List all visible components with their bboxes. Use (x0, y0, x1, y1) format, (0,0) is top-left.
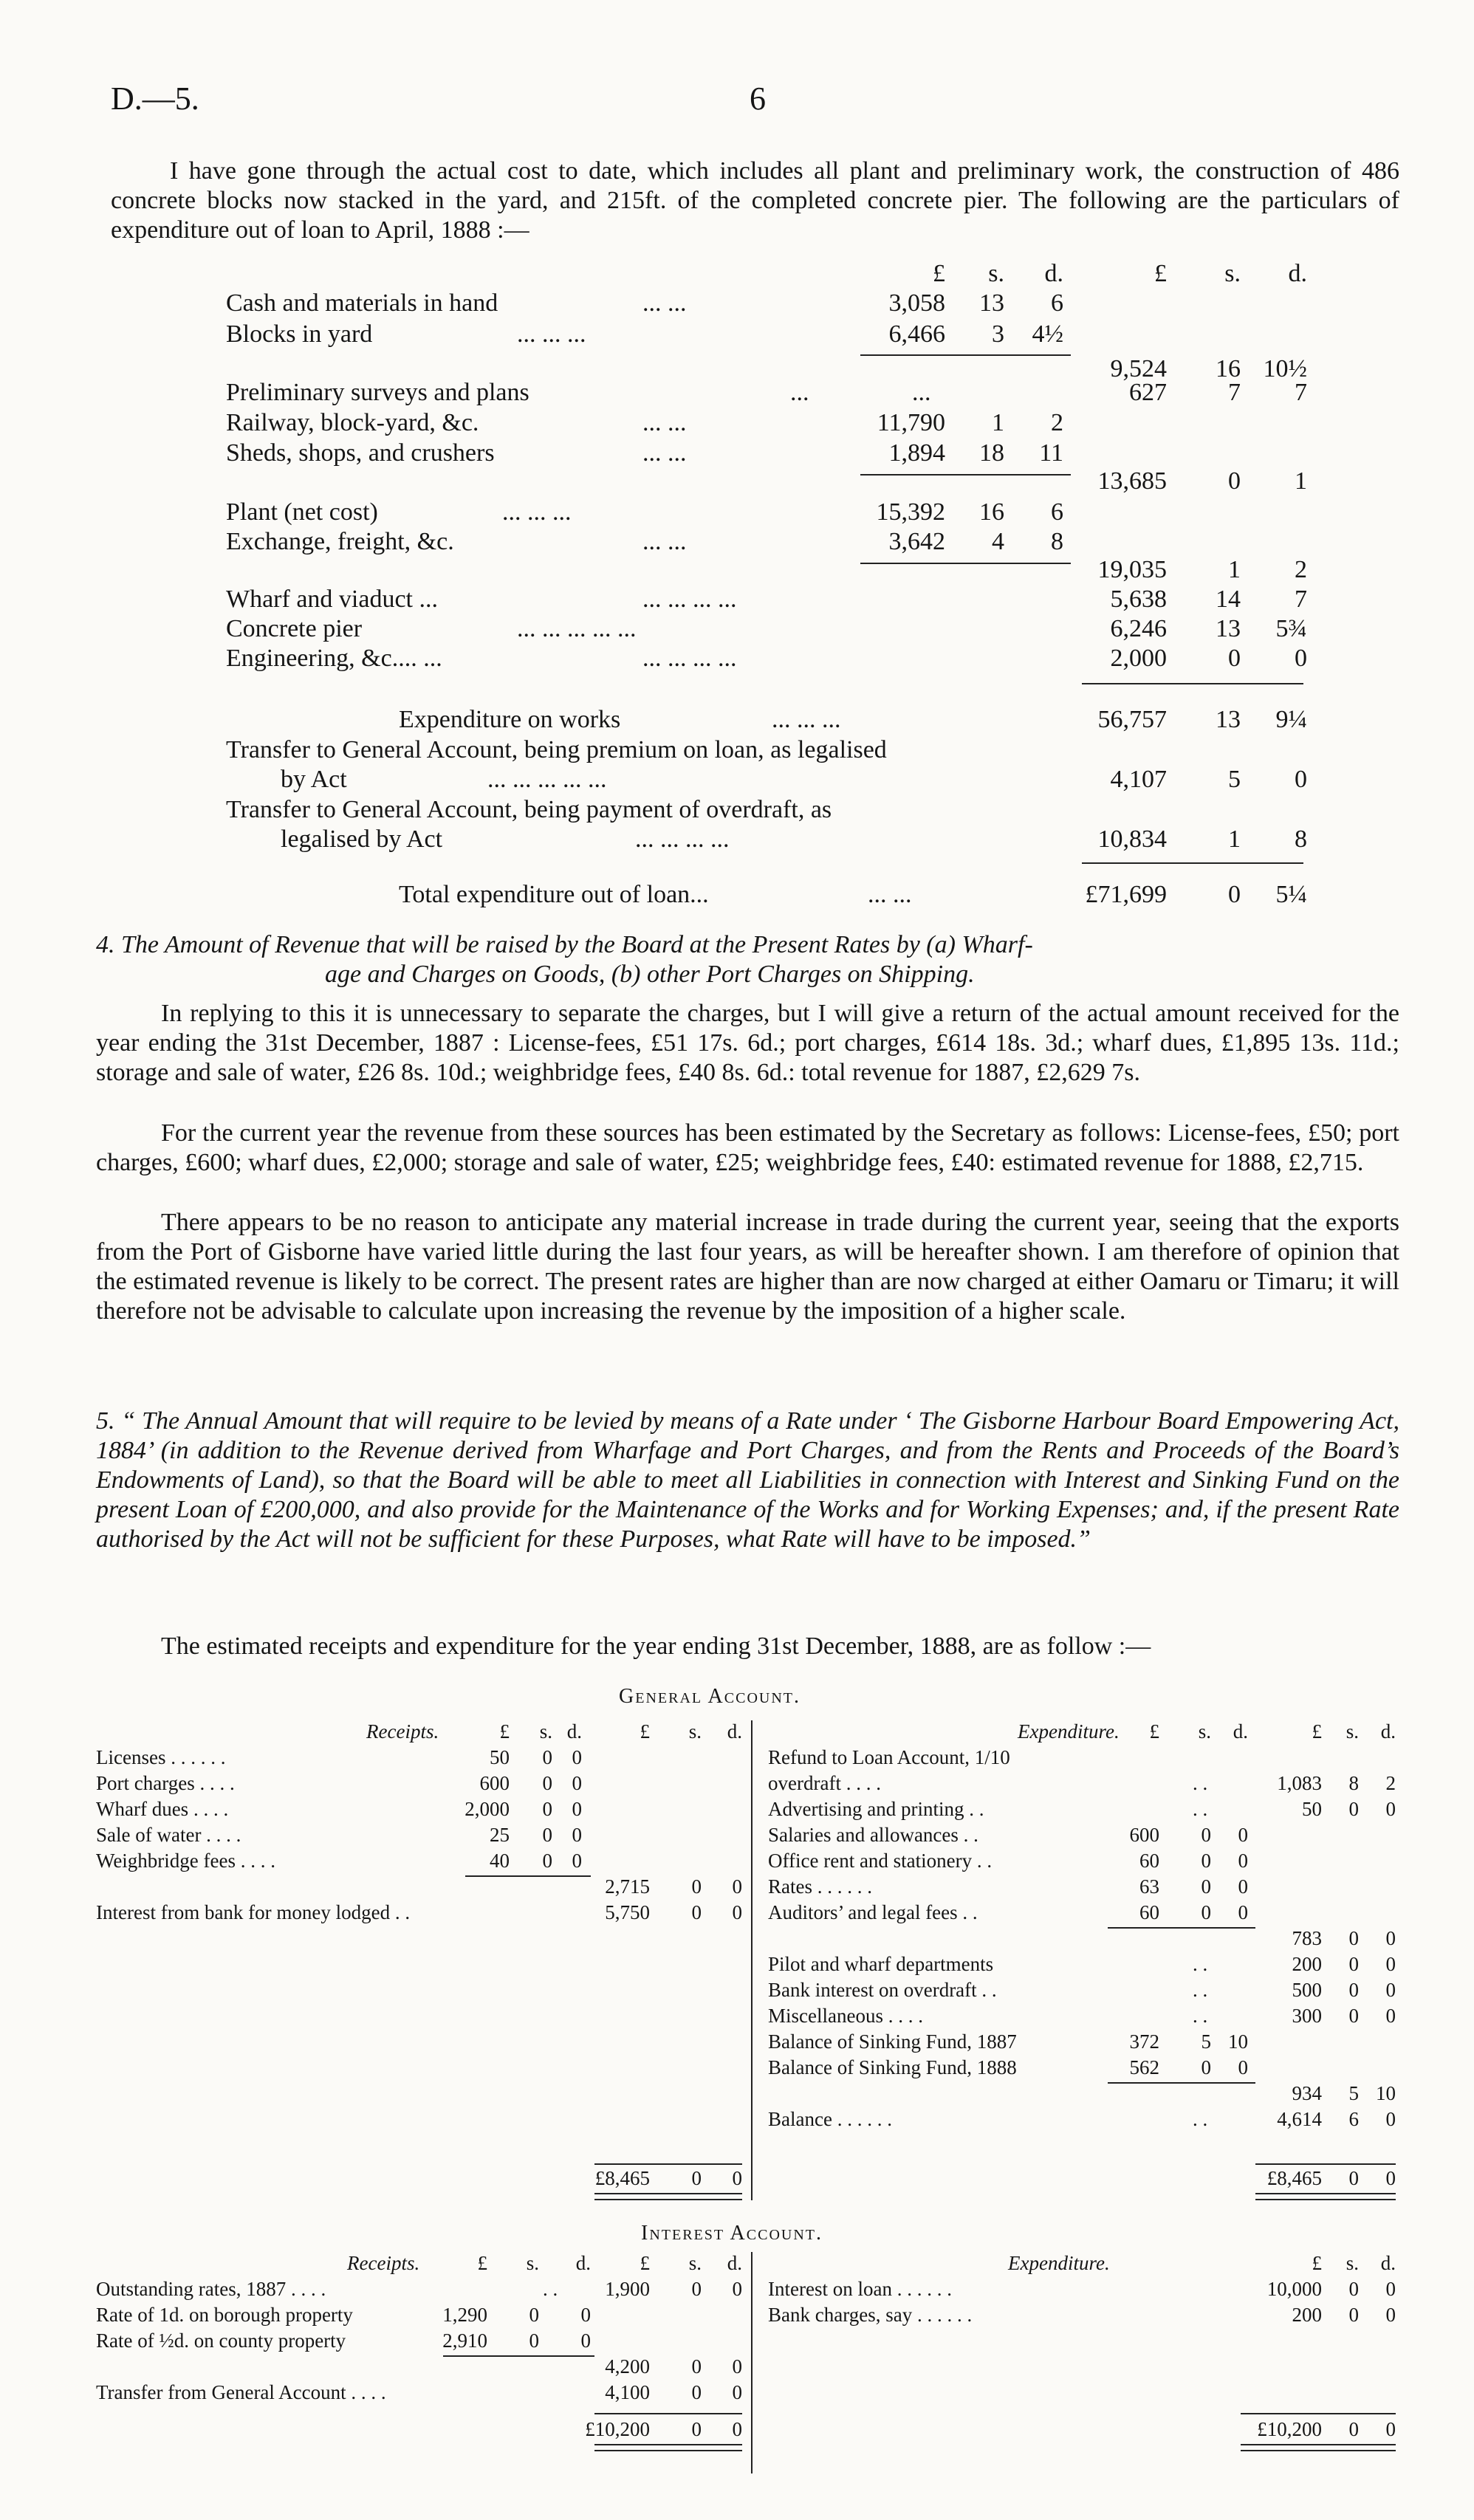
exp-row-a-shillings: 3 (992, 320, 1004, 348)
receipts-total-pence: 0 (732, 2167, 742, 2189)
expenditure-a-pounds: 63 (1139, 1875, 1159, 1898)
col-head-a-shillings: s. (988, 260, 1004, 287)
general-account-title: General Account. (619, 1685, 801, 1708)
expenditure-label: overdraft . . . . (768, 1772, 881, 1794)
exp-row-b-shillings: 0 (1228, 645, 1241, 672)
total-shillings: 0 (1228, 881, 1241, 908)
intro-paragraph: I have gone through the actual cost to date, which includes all plant and preliminary work, the construction of 486 concrete blocks now stacked in the yard, and 215ft. of the completed concrete pier. The following are the particulars of expenditure out of loan to April, 1888 :— (111, 157, 1399, 244)
transfer-shillings: 0 (691, 2381, 702, 2403)
exp-row-a-pence: 4½ (1032, 320, 1063, 348)
receipt-label: Outstanding rates, 1887 . . . . (96, 2278, 326, 2300)
receipts-sub-pounds: 2,715 (605, 1875, 650, 1898)
receipt-pounds: 50 (490, 1746, 510, 1768)
exp-row-label: Plant (net cost) (226, 498, 378, 526)
expenditure-label: Advertising and printing . . (768, 1798, 984, 1820)
receipt-pence: 0 (572, 1850, 582, 1872)
receipts-rule (465, 1875, 591, 1877)
receipt-b-pounds: 1,900 (605, 2278, 650, 2300)
section5-intro: The estimated receipts and expenditure for the year ending 31st December, 1888, are as follow :— (161, 1632, 1151, 1660)
receipt-shillings: 0 (542, 1850, 552, 1872)
receipts-sub-shillings: 0 (691, 2355, 702, 2377)
works-shillings: 13 (1216, 706, 1241, 733)
exp-row-dots: ... ... (642, 409, 687, 436)
lsd-pounds: £ (1312, 1720, 1322, 1743)
expenditure-a-pounds: 60 (1139, 1850, 1159, 1872)
receipt-pence: 0 (572, 1798, 582, 1820)
lsd-pence: d. (1233, 1720, 1248, 1743)
expenditure-label: Bank interest on overdraft . . (768, 1979, 997, 2001)
transfer2-line2: legalised by Act (281, 825, 443, 853)
expenditure-a-pence: 0 (1238, 1824, 1248, 1846)
expenditure-label: Refund to Loan Account, 1/10 (768, 1746, 1010, 1768)
receipt-shillings: 0 (542, 1746, 552, 1768)
expenditure-b-pounds: 200 (1292, 1953, 1322, 1975)
expenditure-b-pence: 0 (1385, 1953, 1396, 1975)
transfer2-line1: Transfer to General Account, being payment of overdraft, as (226, 796, 832, 823)
exp-row-b-pence: 10½ (1263, 355, 1307, 382)
expenditure-pence: 0 (1385, 2304, 1396, 2326)
exp-row-a-pounds: 15,392 (876, 498, 945, 526)
works-label: Expenditure on works (399, 706, 621, 733)
expenditure-sub-rule (1108, 1927, 1255, 1929)
exp-row-a-pounds: 6,466 (888, 320, 945, 348)
receipts-total-double-rule (594, 2193, 742, 2200)
transfer-general-label: Transfer from General Account . . . . (96, 2381, 386, 2403)
exp-row-label: Concrete pier (226, 615, 363, 642)
transfer2-shillings: 1 (1228, 825, 1241, 853)
exp-row-a-pounds: 3,642 (888, 528, 945, 555)
lsd-shillings: s. (539, 1720, 552, 1743)
expenditure-b-shillings: 0 (1348, 1927, 1359, 1949)
receipts-total-shillings: 0 (691, 2418, 702, 2440)
section4-heading-line2: age and Charges on Goods, (b) other Port Charges on Shipping. (325, 961, 975, 988)
lsd-pounds: £ (640, 2252, 650, 2274)
expenditure-b-shillings: 0 (1348, 1979, 1359, 2001)
lsd-shillings: s. (1198, 1720, 1211, 1743)
exp-row-b-pounds: 2,000 (1110, 645, 1167, 672)
expenditure-label: Salaries and allowances . . (768, 1824, 978, 1846)
receipt-shillings: 0 (542, 1772, 552, 1794)
works-pence: 9¼ (1275, 706, 1307, 733)
expenditure-total-double-rule (1241, 2444, 1396, 2451)
exp-row-b-shillings: 0 (1228, 467, 1241, 495)
exp-row-a-shillings: 16 (979, 498, 1004, 526)
expenditure-a-pounds: 562 (1129, 2056, 1159, 2078)
transfer-pence: 0 (732, 2381, 742, 2403)
total-pounds: £71,699 (1085, 881, 1167, 908)
expenditure-a-shillings: 0 (1201, 1850, 1211, 1872)
exp-row-dots: ... ... ... (502, 498, 572, 526)
col-head-a-pounds: £ (933, 260, 945, 287)
expenditure-pence: 0 (1385, 2278, 1396, 2300)
exp-row-dots: ... ... ... ... (642, 645, 737, 672)
exp-row-b-pence: 7 (1295, 586, 1307, 613)
col-head-b-shillings: s. (1224, 260, 1241, 287)
total-label: Total expenditure out of loan... (399, 881, 709, 908)
expenditure-b-pence: 0 (1385, 1798, 1396, 1820)
expenditure-a-pounds: 60 (1139, 1901, 1159, 1923)
works-pounds: 56,757 (1097, 706, 1167, 733)
receipt-pounds: 25 (490, 1824, 510, 1846)
account-divider (751, 1720, 753, 2200)
expenditure-total-pounds: £8,465 (1266, 2167, 1322, 2189)
expenditure-label: Balance . . . . . . (768, 2108, 892, 2130)
receipt-pence: 0 (572, 1772, 582, 1794)
expenditure-total-rule (1255, 2163, 1396, 2165)
interest-account-title: Interest Account. (641, 2222, 823, 2245)
receipt-pounds: 2,000 (465, 1798, 510, 1820)
exp-row-a-pence: 6 (1051, 498, 1063, 526)
receipts-total-shillings: 0 (691, 2167, 702, 2189)
receipts-sub-pence: 0 (732, 1875, 742, 1898)
expenditure-a-pounds: 372 (1129, 2030, 1159, 2053)
receipt-label: Sale of water . . . . (96, 1824, 241, 1846)
expenditure-total-double-rule (1255, 2193, 1396, 2200)
receipt-label: Port charges . . . . (96, 1772, 235, 1794)
receipt-label: Weighbridge fees . . . . (96, 1850, 275, 1872)
expenditure-a-pence: 10 (1228, 2030, 1248, 2053)
lsd-pence: d. (575, 2252, 591, 2274)
transfer1-shillings: 5 (1228, 766, 1241, 793)
receipt-pounds: 40 (490, 1850, 510, 1872)
expenditure-a-shillings: 0 (1201, 2056, 1211, 2078)
lsd-pence: d. (566, 1720, 582, 1743)
expenditure-a-shillings: 0 (1201, 1901, 1211, 1923)
exp-row-a-pounds: 3,058 (888, 289, 945, 317)
total-pence: 5¼ (1275, 881, 1307, 908)
expenditure-shillings: 0 (1348, 2278, 1359, 2300)
section4-paragraph-3: There appears to be no reason to anticipate any material increase in trade during the current year, seeing that the exports from the Port of Gisborne have varied little during the last four years, as will be hereafter shown. I am therefore of opinion that the estimated revenue is likely to be correct. The present rates are higher than are now charged at either Oamaru or Timaru; it will therefore not be advisable to calculate upon increasing the revenue by the imposition of a higher scale. (96, 1209, 1399, 1325)
expenditure-b-shillings: 5 (1348, 2082, 1359, 2104)
lsd-pence: d. (1380, 2252, 1396, 2274)
expenditure-a-pence: 0 (1238, 2056, 1248, 2078)
exp-row-dots: ... ... (642, 528, 687, 555)
receipt-pence: 0 (572, 1746, 582, 1768)
receipt-pence: 0 (572, 1824, 582, 1846)
lsd-pence: d. (1380, 1720, 1396, 1743)
subtotal-rule (860, 563, 1071, 564)
exp-row-dots: ... ... ... ... (642, 586, 737, 613)
interest-shillings: 0 (691, 1901, 702, 1923)
expenditure-label: Rates . . . . . . (768, 1875, 872, 1898)
lsd-shillings: s. (1346, 2252, 1359, 2274)
expenditure-dots: . . (1193, 1798, 1208, 1820)
expenditure-b-pounds: 300 (1292, 2005, 1322, 2027)
exp-row-b-pounds: 5,638 (1110, 586, 1167, 613)
exp-row-b-pounds: 6,246 (1110, 615, 1167, 642)
expenditure-total-pounds: £10,200 (1257, 2418, 1322, 2440)
exp-row-b-pence: 0 (1295, 645, 1307, 672)
receipts-heading: Receipts. (366, 1720, 439, 1743)
expenditure-heading: Expenditure. (1018, 1720, 1120, 1743)
section4-paragraph-2: For the current year the revenue from these sources has been estimated by the Secretary as follows: License-fees, £50; port charges, £600; wharf dues, £2,000; storage and sale of water, £25; weighbridge fees, £40: estimated revenue for 1888, £2,715. (96, 1119, 1399, 1176)
expenditure-dots: . . (1193, 1953, 1208, 1975)
exp-row-label: Blocks in yard (226, 320, 373, 348)
exp-row-dots: ... ... ... ... ... (517, 615, 637, 642)
transfer1-line2: by Act (281, 766, 347, 793)
expenditure-a-pence: 0 (1238, 1875, 1248, 1898)
receipts-total-rule (594, 2163, 742, 2165)
expenditure-dots: . . (1193, 1772, 1208, 1794)
receipts-sub-pounds: 4,200 (605, 2355, 650, 2377)
expenditure-total-pence: 0 (1385, 2167, 1396, 2189)
expenditure-b-pence: 10 (1376, 2082, 1396, 2104)
transfer1-line1: Transfer to General Account, being premium on loan, as legalised (226, 736, 887, 763)
receipts-heading: Receipts. (347, 2252, 420, 2274)
receipts-sub-pence: 0 (732, 2355, 742, 2377)
expenditure-b-pounds: 934 (1292, 2082, 1322, 2104)
exp-row-dots: ... ... (642, 289, 687, 317)
exp-row-dots: ... ... (642, 439, 687, 467)
expenditure-b-pounds: 500 (1292, 1979, 1322, 2001)
exp-row-b-pounds: 627 (1129, 379, 1167, 406)
col-head-b-pence: d. (1288, 260, 1307, 287)
exp-row-a-pounds: 1,894 (888, 439, 945, 467)
expenditure-dots: . . (1193, 1979, 1208, 2001)
receipt-a-pounds: 2,910 (442, 2330, 487, 2352)
exp-row-dots: ... ... ... (517, 320, 586, 348)
receipt-label: Rate of 1d. on borough property (96, 2304, 353, 2326)
exp-row-b-shillings: 14 (1216, 586, 1241, 613)
transfer1-pence: 0 (1295, 766, 1307, 793)
account-divider (751, 2252, 753, 2473)
receipt-shillings: 0 (542, 1798, 552, 1820)
exp-row-label: Exchange, freight, &c. (226, 528, 454, 555)
lsd-pounds: £ (477, 2252, 487, 2274)
exp-row-label: Sheds, shops, and crushers (226, 439, 495, 467)
section4-paragraph-1: In replying to this it is unnecessary to separate the charges, but I will give a return of the actual amount received for the year ending the 31st December, 1887 : License-fees, £51 17s. 6d.; port charges, £614 18s. 3d.; wharf dues, £1,895 13s. 11d.; storage and sale of water, £26 8s. 10d.; weighbridge fees, £40 8s. 6d.: total revenue for 1887, £2,629 7s. (96, 1000, 1399, 1086)
subtotal-rule (860, 474, 1071, 475)
section4-heading-line1: 4. The Amount of Revenue that will be raised by the Board at the Present Rates by (a) Wharf- (96, 931, 1033, 958)
receipt-b-pence: 0 (732, 2278, 742, 2300)
receipt-a-shillings: 0 (529, 2304, 539, 2326)
exp-row-b-pounds: 9,524 (1110, 355, 1167, 382)
exp-row-label: Wharf and viaduct ... (226, 586, 438, 613)
receipt-a-pounds: 1,290 (442, 2304, 487, 2326)
exp-row-a-dots: ... (912, 379, 931, 406)
expenditure-label: Pilot and wharf departments (768, 1953, 994, 1975)
expenditure-label: Office rent and stationery . . (768, 1850, 993, 1872)
expenditure-label: Balance of Sinking Fund, 1888 (768, 2056, 1017, 2078)
expenditure-a-shillings: 0 (1201, 1824, 1211, 1846)
receipt-dots: . . (543, 2278, 558, 2300)
exp-row-a-pence: 8 (1051, 528, 1063, 555)
expenditure-label: Miscellaneous . . . . (768, 2005, 923, 2027)
expenditure-b-shillings: 0 (1348, 1953, 1359, 1975)
receipt-b-shillings: 0 (691, 2278, 702, 2300)
expenditure-total-shillings: 0 (1348, 2418, 1359, 2440)
document-reference: D.—5. (111, 80, 199, 117)
exp-row-b-pence: 1 (1295, 467, 1307, 495)
lsd-pounds: £ (640, 1720, 650, 1743)
receipt-a-pence: 0 (580, 2330, 591, 2352)
col-head-b-pounds: £ (1154, 260, 1167, 287)
expenditure-dots: . . (1193, 2005, 1208, 2027)
transfer-pounds: 4,100 (605, 2381, 650, 2403)
expenditure-label: Auditors’ and legal fees . . (768, 1901, 978, 1923)
exp-row-label: Cash and materials in hand (226, 289, 498, 317)
transfer1-dots: ... ... ... ... ... (487, 766, 607, 793)
subtotal-rule (860, 354, 1071, 356)
receipt-shillings: 0 (542, 1824, 552, 1846)
receipt-label: Rate of ½d. on county property (96, 2330, 346, 2352)
lsd-pence: d. (727, 1720, 742, 1743)
expenditure-b-pounds: 1,083 (1277, 1772, 1322, 1794)
lsd-shillings: s. (688, 2252, 702, 2274)
expenditure-b-pence: 0 (1385, 2005, 1396, 2027)
col-head-a-pence: d. (1044, 260, 1063, 287)
expenditure-b-pence: 2 (1385, 1772, 1396, 1794)
lsd-pounds: £ (499, 1720, 510, 1743)
expenditure-b-pounds: 50 (1302, 1798, 1322, 1820)
receipt-label: Licenses . . . . . . (96, 1746, 226, 1768)
total-rule (1082, 862, 1303, 864)
lsd-pence: d. (727, 2252, 742, 2274)
receipts-total-rule (594, 2413, 742, 2414)
expenditure-pounds: 10,000 (1266, 2278, 1322, 2300)
interest-pounds: 5,750 (605, 1901, 650, 1923)
lsd-shillings: s. (526, 2252, 539, 2274)
exp-row-a-shillings: 4 (992, 528, 1004, 555)
exp-row-label: Railway, block-yard, &c. (226, 409, 479, 436)
works-dots: ... ... ... (772, 706, 841, 733)
receipts-total-pounds: £8,465 (594, 2167, 650, 2189)
receipts-total-pounds: £10,200 (585, 2418, 650, 2440)
exp-row-b-shillings: 13 (1216, 615, 1241, 642)
exp-row-label: Engineering, &c.... ... (226, 645, 442, 672)
interest-pence: 0 (732, 1901, 742, 1923)
receipts-total-double-rule (594, 2444, 742, 2451)
exp-row-a-pounds: 11,790 (877, 409, 945, 436)
expenditure-a-shillings: 0 (1201, 1875, 1211, 1898)
exp-row-b-pence: 5¾ (1275, 615, 1307, 642)
receipt-label: Wharf dues . . . . (96, 1798, 229, 1820)
expenditure-b-shillings: 6 (1348, 2108, 1359, 2130)
transfer1-pounds: 4,107 (1110, 766, 1167, 793)
expenditure-label: Interest on loan . . . . . . (768, 2278, 952, 2300)
expenditure-label: Bank charges, say . . . . . . (768, 2304, 973, 2326)
lsd-shillings: s. (1346, 1720, 1359, 1743)
page-number: 6 (750, 80, 766, 117)
expenditure-total-rule (1241, 2413, 1396, 2414)
exp-row-a-shillings: 13 (979, 289, 1004, 317)
expenditure-b-pence: 0 (1385, 1979, 1396, 2001)
expenditure-heading: Expenditure. (1008, 2252, 1110, 2274)
receipts-rule (443, 2355, 594, 2357)
expenditure-b-pence: 0 (1385, 1927, 1396, 1949)
exp-row-dots: ... (790, 379, 809, 406)
expenditure-a-pence: 0 (1238, 1901, 1248, 1923)
expenditure-a-shillings: 5 (1201, 2030, 1211, 2053)
expenditure-a-pence: 0 (1238, 1850, 1248, 1872)
expenditure-b-shillings: 8 (1348, 1772, 1359, 1794)
expenditure-sub-rule (1108, 2082, 1255, 2084)
expenditure-b-pounds: 4,614 (1277, 2108, 1322, 2130)
exp-row-b-shillings: 7 (1228, 379, 1241, 406)
expenditure-b-pounds: 783 (1292, 1927, 1322, 1949)
exp-row-b-pence: 2 (1295, 556, 1307, 583)
transfer2-pence: 8 (1295, 825, 1307, 853)
exp-row-a-shillings: 18 (979, 439, 1004, 467)
exp-row-b-pence: 7 (1295, 379, 1307, 406)
total-dots: ... ... (868, 881, 912, 908)
exp-row-b-shillings: 1 (1228, 556, 1241, 583)
receipts-total-pence: 0 (732, 2418, 742, 2440)
receipts-sub-shillings: 0 (691, 1875, 702, 1898)
works-rule (1082, 683, 1303, 684)
exp-row-a-pence: 2 (1051, 409, 1063, 436)
lsd-shillings: s. (688, 1720, 702, 1743)
expenditure-dots: . . (1193, 2108, 1208, 2130)
expenditure-pounds: 200 (1292, 2304, 1322, 2326)
transfer2-pounds: 10,834 (1097, 825, 1167, 853)
exp-row-label: Preliminary surveys and plans (226, 379, 529, 406)
receipt-a-shillings: 0 (529, 2330, 539, 2352)
expenditure-b-shillings: 0 (1348, 1798, 1359, 1820)
exp-row-b-pounds: 13,685 (1097, 467, 1167, 495)
lsd-pounds: £ (1149, 1720, 1159, 1743)
lsd-pounds: £ (1312, 2252, 1322, 2274)
expenditure-total-shillings: 0 (1348, 2167, 1359, 2189)
interest-lodged-label: Interest from bank for money lodged . . (96, 1901, 411, 1923)
receipt-a-pence: 0 (580, 2304, 591, 2326)
exp-row-a-pence: 11 (1039, 439, 1063, 467)
exp-row-a-pence: 6 (1051, 289, 1063, 317)
receipt-pounds: 600 (479, 1772, 510, 1794)
expenditure-total-pence: 0 (1385, 2418, 1396, 2440)
expenditure-b-pence: 0 (1385, 2108, 1396, 2130)
section5-quote: 5. “ The Annual Amount that will require to be levied by means of a Rate under ‘ The Gisborne Harbour Board Empowering Act, 1884’ (in addition to the Revenue derived from Wharfage and Port Charges, and from the Rents and Proceeds of the Board’s Endowments of Land), so that the Board will be able to meet all Liabilities in connection with Interest and Sinking Fund on the present Loan of £200,000, and also provide for the Maintenance of the Works and for Working Expenses; and, if the present Rate authorised by the Act will not be sufficient for these Purposes, what Rate will have to be imposed.” (96, 1407, 1399, 1553)
exp-row-b-shillings: 16 (1216, 355, 1241, 382)
exp-row-a-shillings: 1 (992, 409, 1004, 436)
expenditure-shillings: 0 (1348, 2304, 1359, 2326)
transfer2-dots: ... ... ... ... (635, 825, 730, 853)
expenditure-label: Balance of Sinking Fund, 1887 (768, 2030, 1017, 2053)
exp-row-b-pounds: 19,035 (1097, 556, 1167, 583)
expenditure-a-pounds: 600 (1129, 1824, 1159, 1846)
expenditure-b-shillings: 0 (1348, 2005, 1359, 2027)
